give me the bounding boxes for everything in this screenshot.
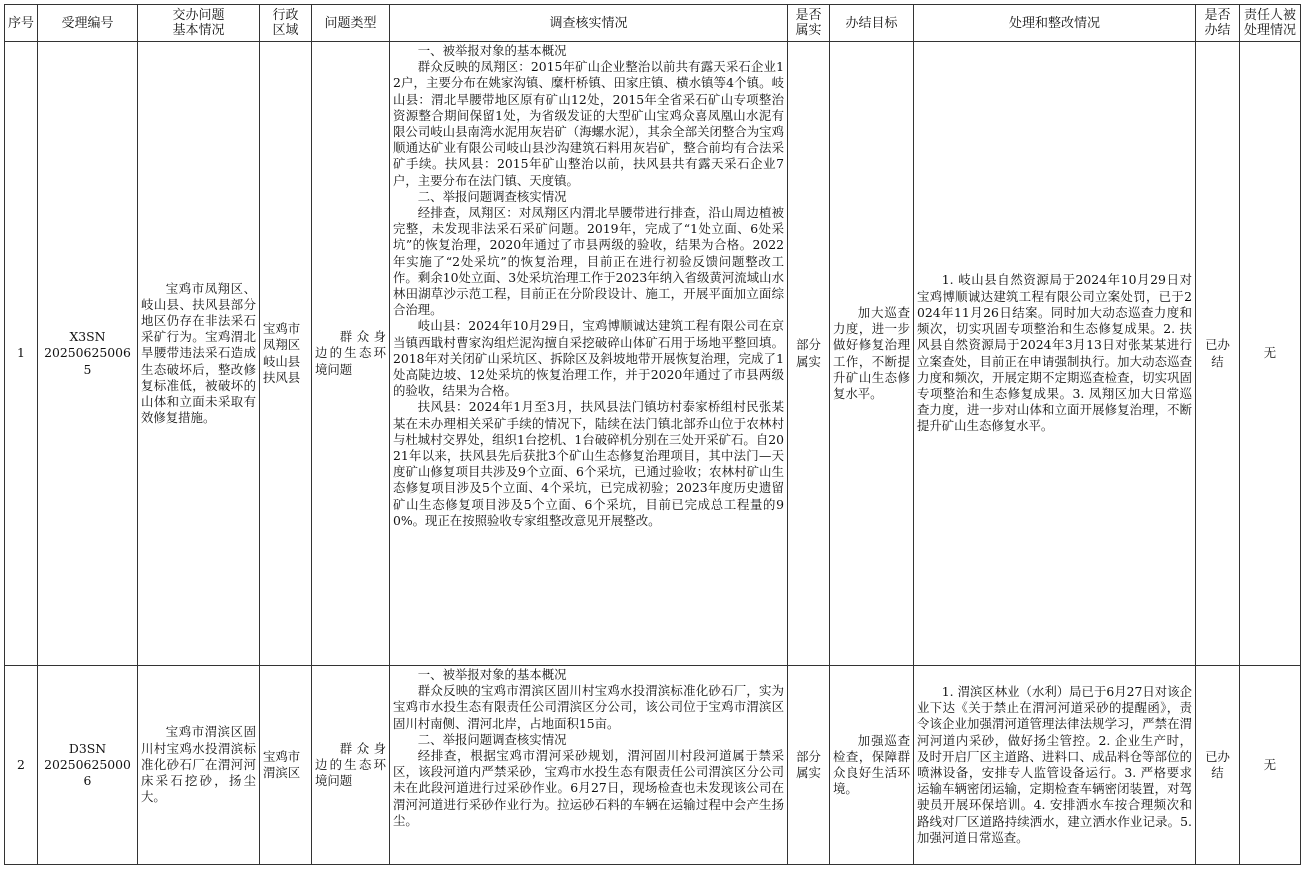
row-closed: 已办结 xyxy=(1196,666,1240,865)
header-region: 行政 区域 xyxy=(260,5,312,42)
investigation-paragraph: 群众反映的凤翔区：2015年矿山企业整治以前共有露天采石企业12户，主要分布在姚家沟镇、糜杆桥镇、田家庄镇、横水镇等4个镇。岐山县：渭北旱腰带地区原有矿山12处，2015年全省采石矿山专项整治资源整合期间保留1处，为省级发证的大型矿山宝鸡众喜凤凰山水泥有限公司岐山县南湾水泥用灰岩矿（海螺水泥），其余全部关闭整合为宝鸡顺通达矿业有限公司岐山县沙沟建筑石料用灰岩矿，整合前均有合法采矿手续。扶风县：2015年矿山整治以前，扶风县共有露天采石企业7户，主要分布在法门镇、天度镇。 xyxy=(393,59,784,188)
header-verified: 是否 属实 xyxy=(788,5,830,42)
case-table xyxy=(4,4,1301,865)
row-rectification: 1. 渭滨区林业（水利）局已于6月27日对该企业下达《关于禁止在渭河河道采砂的提醒函》，责令该企业加强渭河道管理法律法规学习，严禁在渭河河道内采砂，做好扬尘管控。2. 企业生产时，及时开启厂区主道路、进料口、成品料仓等部位的喷淋设备，安排专人监管设备运行。3. 严格要求运输车辆密闭运输，定期检查车辆密闭装置，对驾驶员开展环保培训。4. 安排洒水车按合理频次和路线对厂区道路持续洒水，建立洒水作业记录。5. 加强河道日常巡查。 xyxy=(914,666,1196,865)
row-goal: 加强巡查检查，保障群众良好生活环境。 xyxy=(830,666,914,865)
row-investigation xyxy=(390,666,788,865)
row-closed: 已办结 xyxy=(1196,42,1240,666)
row-region: 宝鸡市渭滨区 xyxy=(260,666,312,865)
header-goal: 办结目标 xyxy=(830,5,914,42)
row-index: 1 xyxy=(5,42,38,666)
row-case-id: D3SN 202506250006 xyxy=(38,666,138,865)
row-issue: 宝鸡市凤翔区、岐山县、扶风县部分地区仍存在非法采石采矿行为。宝鸡渭北旱腰带违法采石造成生态破坏后，整改修复标准低，被破坏的山体和立面未采取有效修复措施。 xyxy=(138,42,260,666)
row-problem-type: 群众身边的生态环境问题 xyxy=(312,42,390,666)
investigation-paragraph: 经排查，凤翔区：对凤翔区内渭北旱腰带进行排查，沿山周边植被完整，未发现非法采石采矿问题。2019年，完成了“1处立面、6处采坑”的恢复治理，2020年通过了市县两级的验收，结果为合格。2022年实施了“2处采坑”的恢复治理，目前正在进行初验反馈问题整改工作。剩余10处立面、3处采坑治理工作于2023年纳入省级黄河流域山水林田湖草沙示范工程，目前正在分阶段设计、施工，开展平面加立面综合治理。 xyxy=(393,205,784,318)
row-accountability: 无 xyxy=(1240,42,1301,666)
row-goal: 加大巡查力度，进一步做好修复治理工作，不断提升矿山生态修复水平。 xyxy=(830,42,914,666)
row-verified: 部分属实 xyxy=(788,666,830,865)
header-closed: 是否 办结 xyxy=(1196,5,1240,42)
row-case-id: X3SN 202506250065 xyxy=(38,42,138,666)
header-case-id: 受理编号 xyxy=(38,5,138,42)
row-accountability: 无 xyxy=(1240,666,1301,865)
table-row xyxy=(5,42,1301,666)
row-problem-type: 群众身边的生态环境问题 xyxy=(312,666,390,865)
row-region: 宝鸡市凤翔区岐山县扶风县 xyxy=(260,42,312,666)
row-investigation xyxy=(390,42,788,666)
header-row xyxy=(5,5,1301,42)
row-issue: 宝鸡市渭滨区固川村宝鸡水投渭滨标准化砂石厂在渭河河床采石挖砂，扬尘大。 xyxy=(138,666,260,865)
header-rectification: 处理和整改情况 xyxy=(914,5,1196,42)
row-rectification: 1. 岐山县自然资源局于2024年10月29日对宝鸡博顺诚达建筑工程有限公司立案处罚，已于2024年11月26日结案。同时加大动态巡查力度和频次，切实巩固专项整治和生态修复成果。2. 扶风县自然资源局于2024年3月13日对张某某进行立案查处，目前正在申请强制执行。加大动态巡查力度和频次，开展定期不定期巡查检查，切实巩固专项整治和生态修复成果。3. 凤翔区加大日常巡查力度，进一步对山体和立面开展修复治理，不断提升矿山生态修复水平。 xyxy=(914,42,1196,666)
table-row xyxy=(5,666,1301,865)
row-verified: 部分属实 xyxy=(788,42,830,666)
header-index: 序号 xyxy=(5,5,38,42)
investigation-paragraph: 一、被举报对象的基本概况 xyxy=(417,43,567,58)
header-investigation: 调查核实情况 xyxy=(390,5,788,42)
investigation-paragraph: 一、被举报对象的基本概况 xyxy=(417,667,567,682)
investigation-paragraph: 二、举报问题调查核实情况 xyxy=(417,188,567,204)
header-accountability: 责任人被 处理情况 xyxy=(1240,5,1301,42)
header-problem-type: 问题类型 xyxy=(312,5,390,42)
investigation-paragraph: 扶风县：2024年1月至3月，扶风县法门镇坊村泰家桥组村民张某某在未办理相关采矿手续的情况下，陆续在法门镇北部乔山位于农林村与杜城村交界处，组织1台挖机、1台破碎机分别在三处开采矿石。自2021年以来，扶风县先后获批3个矿山生态修复治理项目，其中法门—天度矿山修复项目共涉及9个立面、6个采坑，已通过验收；农林村矿山生态修复项目涉及5个立面、4个采坑，已完成初验；2023年度历史遗留矿山生态修复项目涉及5个立面、6个采坑，目前已完成总工程量的90%。现正在按照验收专家组整改意见开展整改。 xyxy=(393,399,784,528)
investigation-paragraph: 岐山县：2024年10月29日，宝鸡博顺诚达建筑工程有限公司在京当镇西戢村曹家沟组烂泥沟擅自采挖破碎山体矿石用于场地平整回填。2018年对关闭矿山采坑区、拆除区及斜坡地带开展恢复治理，完成了1处高陡边坡、12处采坑的恢复治理工作，并于2020年通过了市县两级的验收，结果为合格。 xyxy=(393,318,784,399)
header-issue: 交办问题 基本情况 xyxy=(138,5,260,42)
investigation-paragraph: 群众反映的宝鸡市渭滨区固川村宝鸡水投渭滨标准化砂石厂，实为宝鸡市水投生态有限责任公司渭滨区分公司，该公司位于宝鸡市渭滨区固川村南侧、渭河北岸，占地面积15亩。 xyxy=(393,683,784,731)
investigation-paragraph: 经排查，根据宝鸡市渭河采砂规划，渭河固川村段河道属于禁采区，该段河道内严禁采砂，宝鸡市水投生态有限责任公司渭滨区分公司未在此段河道进行过采砂作业。6月27日，现场检查也未发现该公司在渭河河道进行采砂作业行为。拉运砂石料的车辆在运输过程中会产生扬尘。 xyxy=(393,748,784,828)
row-index: 2 xyxy=(5,666,38,865)
investigation-paragraph: 二、举报问题调查核实情况 xyxy=(417,731,567,747)
